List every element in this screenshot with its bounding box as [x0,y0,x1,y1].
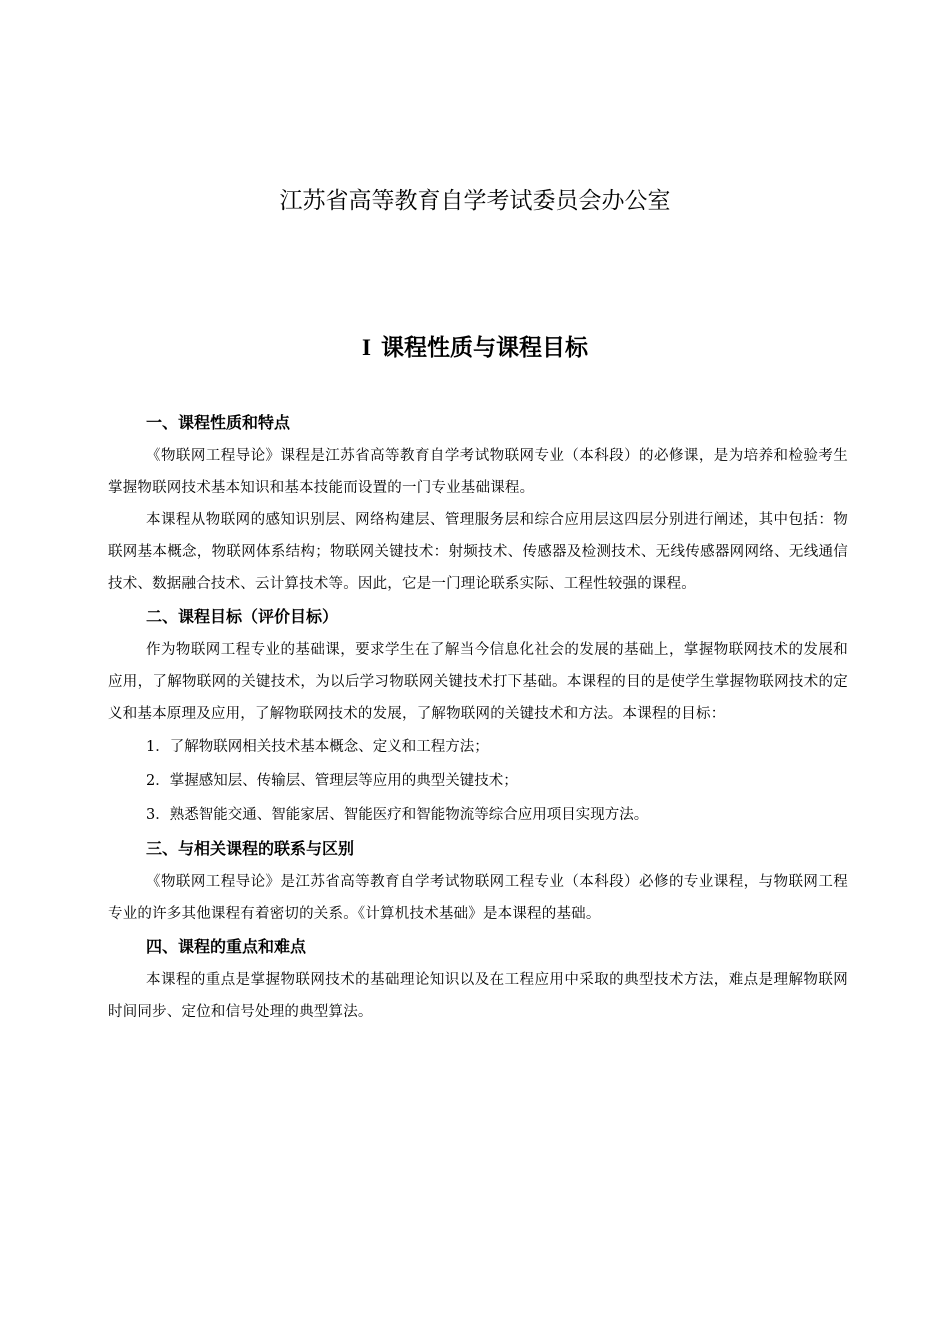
paragraph: 《物联网工程导论》是江苏省高等教育自学考试物联网工程专业（本科段）必修的专业课程，与物联网工程专业的许多其他课程有着密切的关系。《计算机技术基础》是本课程的基础。 [108,874,848,922]
section-heading: 三、与相关课程的联系与区别 [146,839,355,858]
objective-item: 3．熟悉智能交通、智能家居、智能医疗和智能物流等综合应用项目实现方法。 [146,807,649,823]
paragraph: 本课程从物联网的感知识别层、网络构建层、管理服务层和综合应用层这四层分别进行阐述，其中包括：物联网基本概念，物联网体系结构；物联网关键技术：射频技术、传感器及检测技术、无线传感器网网络、无线通信技术、数据融合技术、云计算技术等。因此，它是一门理论联系实际、工程性较强的课程。 [108,512,848,592]
objective-item: 2．掌握感知层、传输层、管理层等应用的典型关键技术； [146,773,518,789]
part-title-text: 课程性质与课程目标 [380,335,588,361]
part-title [0,332,950,364]
part-numeral: I [362,335,371,360]
section-heading: 四、课程的重点和难点 [146,937,307,956]
document-body [108,406,848,1028]
issuing-organization: 江苏省高等教育自学考试委员会办公室 [279,188,671,214]
section-course-nature [108,406,848,600]
section-heading: 一、课程性质和特点 [146,413,291,432]
objective-item: 1．了解物联网相关技术基本概念、定义和工程方法； [146,739,489,755]
section-course-objectives [108,600,848,832]
paragraph: 《物联网工程导论》课程是江苏省高等教育自学考试物联网专业（本科段）的必修课，是为培养和检验考生掌握物联网技术基本知识和基本技能而设置的一门专业基础课程。 [108,448,848,496]
section-related-courses [108,832,848,930]
section-heading: 二、课程目标（评价目标） [146,607,339,626]
paragraph: 本课程的重点是掌握物联网技术的基础理论知识以及在工程应用中采取的典型技术方法，难点是理解物联网时间同步、定位和信号处理的典型算法。 [108,972,848,1020]
section-key-points [108,930,848,1028]
paragraph: 作为物联网工程专业的基础课，要求学生在了解当今信息化社会的发展的基础上，掌握物联网技术的发展和应用，了解物联网的关键技术，为以后学习物联网关键技术打下基础。本课程的目的是使学生掌握物联网技术的定义和基本原理及应用，了解物联网技术的发展，了解物联网的关键技术和方法。本课程的目标： [108,642,848,722]
